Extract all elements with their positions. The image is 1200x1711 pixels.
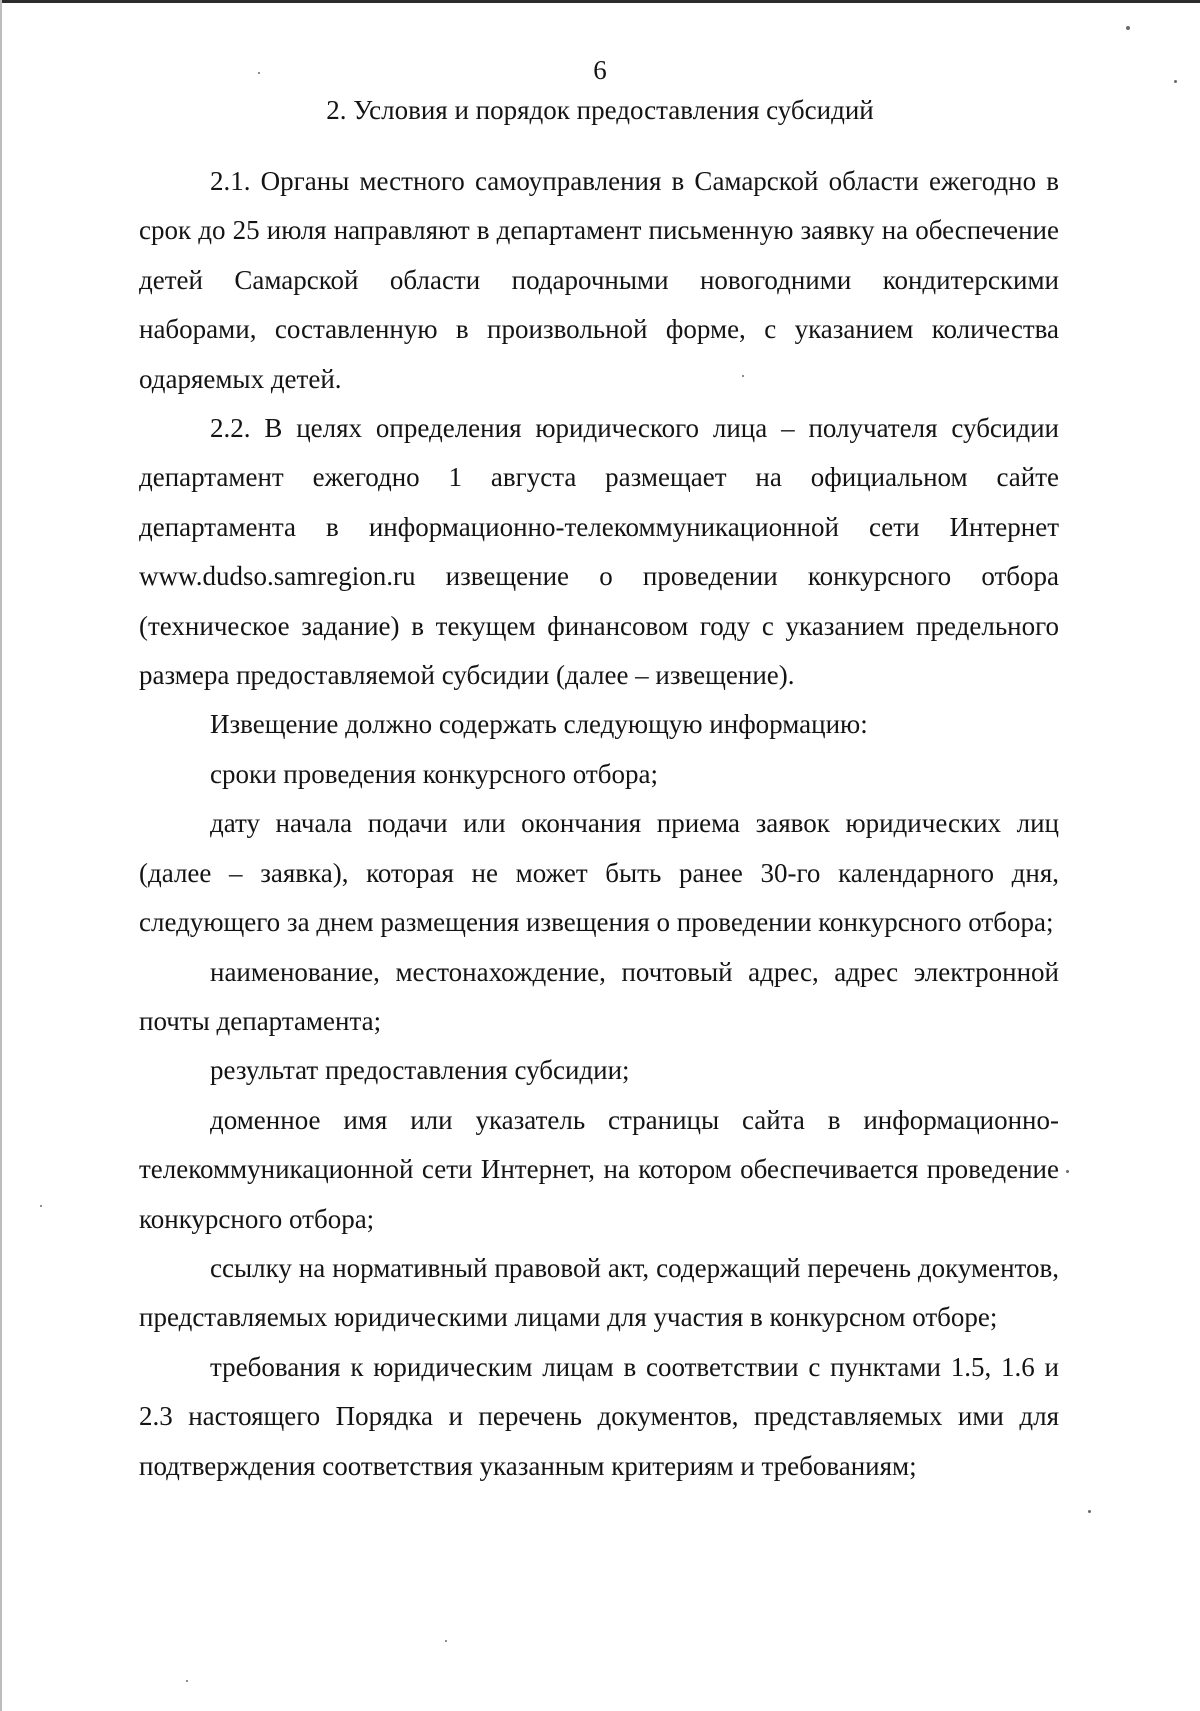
scan-speck [445, 1640, 447, 1642]
list-item-domain-name: доменное имя или указатель страницы сайта в информационно-телекоммуникационной сети Интернет, на котором обеспечивается проведение конкурсного отбора; [139, 1104, 1059, 1234]
list-item-requirements: требования к юридическим лицам в соответствии с пунктами 1.5, 1.6 и 2.3 настоящего Порядка и перечень документов, представляемых ими для подтверждения соответствия указанным критериям и требованиям; [139, 1351, 1059, 1481]
document-body [139, 157, 1059, 1491]
section-heading: 2. Условия и порядок предоставления субсидий [326, 95, 874, 125]
scan-speck [186, 1680, 188, 1682]
page-number: 6 [593, 55, 607, 85]
paragraph-2-2: 2.2. В целях определения юридического лица – получателя субсидии департамент ежегодно 1 августа размещает на официальном сайте департамента в информационно-телекоммуникационной сети Интернет www.dudso.samregion.ru извещение о проведении конкурсного отбора (техническое задание) в текущем финансовом году с указанием предельного размера предоставляемой субсидии (далее – извещение). [139, 413, 1059, 691]
scan-speck [742, 375, 744, 377]
scan-speck [1174, 80, 1177, 83]
scan-speck [1088, 1510, 1091, 1513]
list-item-legal-act-link: ссылку на нормативный правовой акт, содержащий перечень документов, представляемых юридическими лицами для участия в конкурсном отборе; [139, 1252, 1059, 1333]
scan-speck [1066, 1170, 1069, 1173]
scan-left-edge [0, 0, 2, 1711]
scan-speck [40, 1205, 42, 1207]
paragraph-notice-intro: Извещение должно содержать следующую информацию: [210, 709, 868, 740]
list-item-application-dates: дату начала подачи или окончания приема заявок юридических лиц (далее – заявка), которая не может быть ранее 30-го календарного дня, следующего за днем размещения извещения о проведении конкурсного отбора; [139, 808, 1059, 938]
scan-speck [258, 72, 260, 74]
list-item-department-contacts: наименование, местонахождение, почтовый адрес, адрес электронной почты департамента; [139, 956, 1059, 1036]
list-item-subsidy-result: результат предоставления субсидии; [210, 1055, 630, 1086]
paragraph-2-1: 2.1. Органы местного самоуправления в Самарской области ежегодно в срок до 25 июля направляют в департамент письменную заявку на обеспечение детей Самарской области подарочными новогодними кондитерскими наборами, составленную в произвольной форме, с указанием количества одаряемых детей. [139, 166, 1059, 394]
list-item-deadlines: сроки проведения конкурсного отбора; [210, 758, 658, 789]
scan-top-edge [0, 0, 1200, 3]
scan-speck [1126, 26, 1130, 30]
